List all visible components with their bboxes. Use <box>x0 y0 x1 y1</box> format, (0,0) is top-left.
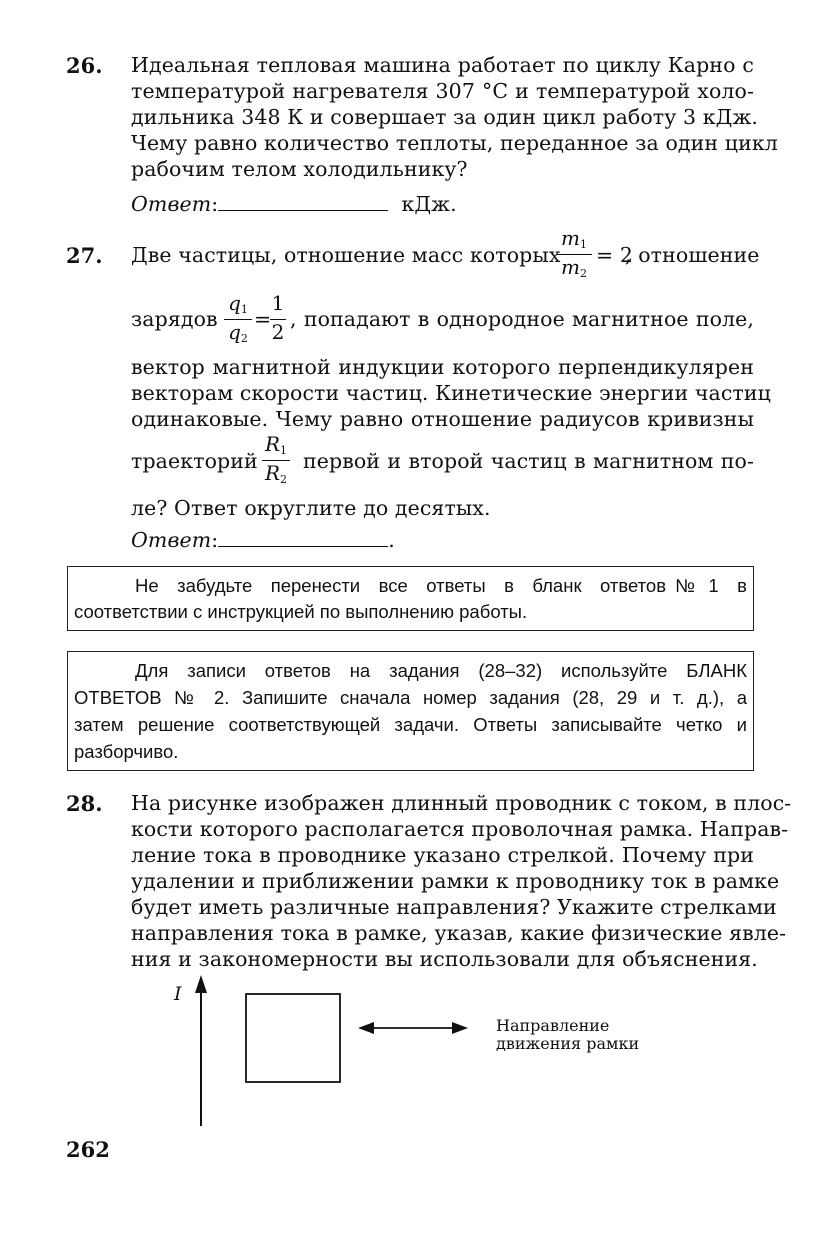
current-label: I <box>174 983 182 1005</box>
question-27-line-4: векторам скорости частиц. Кинетические энергии частиц <box>131 381 771 405</box>
answer-blank[interactable] <box>218 528 388 547</box>
question-27-line-3: вектор магнитной индукции которого перпендикулярен <box>131 355 754 379</box>
question-28-number: 28. <box>66 791 103 816</box>
conductor <box>195 975 207 1126</box>
answer-unit: кДж. <box>401 192 457 216</box>
question-28-line-5: будет иметь различные направления? Укажите стрелками <box>131 895 777 919</box>
answer-end: . <box>388 528 395 552</box>
answer-colon: : <box>211 192 219 216</box>
notice-1-line-1: Не забудьте перенести все ответы в бланк ответов № 1 в <box>135 575 747 596</box>
question-28-line-3: ление тока в проводнике указано стрелкой. Почему при <box>131 843 754 867</box>
radius-ratio-fraction <box>262 432 290 490</box>
question-28-line-2: кости которого располагается проволочная рамка. Направ- <box>131 817 789 841</box>
question-26-line-2: температурой нагревателя 307 °С и температурой холо- <box>131 79 754 103</box>
notice-2-line-4: разборчиво. <box>74 741 179 762</box>
answer-blank[interactable] <box>218 192 388 211</box>
charge-value-fraction <box>270 291 286 349</box>
radius-numerator: $R_1$ <box>264 432 288 457</box>
notice-box-form2 <box>67 651 754 771</box>
question-27-line-1-text: Две частицы, отношение масс которых <box>131 243 561 267</box>
question-27-line-2-tail: , попадают в однородное магнитное поле, <box>290 307 754 331</box>
question-27-traj-tail: первой и второй частиц в магнитном по- <box>303 449 754 473</box>
charge-equals: = <box>254 307 272 331</box>
page-number: 262 <box>66 1137 110 1162</box>
question-27-line-2-text: зарядов <box>131 307 218 331</box>
charge-value-denominator: 2 <box>271 320 285 344</box>
question-27-traj-text: траекторий <box>131 449 258 473</box>
question-27-answer <box>131 528 395 552</box>
question-26-line-5: рабочим телом холодильнику? <box>131 157 468 181</box>
question-26-number: 26. <box>66 53 103 78</box>
current-arrow-icon <box>195 975 207 993</box>
question-26-line-1: Идеальная тепловая машина работает по циклу Карно с <box>131 53 754 77</box>
radius-denominator: $R_2$ <box>264 461 288 486</box>
question-28-line-6: направления тока в рамке, указав, какие физические явле- <box>131 921 787 945</box>
question-26-line-3: дильника 348 К и совершает за один цикл работу 3 кДж. <box>131 105 759 129</box>
motion-label-line-2: движения рамки <box>496 1034 640 1053</box>
notice-2-line-2: ОТВЕТОВ № 2. Запишите сначала номер задания (28, 29 и т. д.), а <box>74 687 747 708</box>
answer-label: Ответ <box>131 528 212 552</box>
question-27-line-last: ле? Ответ округлите до десятых. <box>131 496 491 520</box>
question-28-line-4: удалении и приближении рамки к проводнику ток в рамке <box>131 869 780 893</box>
question-27-line-5: одинаковые. Чему равно отношение радиусов кривизны <box>131 407 754 431</box>
question-28-line-1: На рисунке изображен длинный проводник с током, в плос- <box>131 791 792 815</box>
mass-denominator: $m_2$ <box>561 255 587 280</box>
question-27-line-1-tail: , отношение <box>625 243 760 267</box>
mass-ratio-value: = 2 <box>596 243 634 267</box>
answer-label: Ответ <box>131 192 212 216</box>
question-27-number: 27. <box>66 243 103 268</box>
motion-label-line-1: Направление <box>496 1016 610 1035</box>
charge-ratio-fraction <box>224 291 252 349</box>
wire-frame <box>246 994 340 1082</box>
notice-box-transfer <box>67 566 754 631</box>
notice-1-line-2: соответствии с инструкцией по выполнению работы. <box>74 601 528 622</box>
notice-2-line-1: Для записи ответов на задания (28–32) используйте БЛАНК <box>135 660 747 681</box>
charge-value-numerator: 1 <box>271 291 285 315</box>
figure-28 <box>180 970 500 1130</box>
notice-2-line-3: затем решение соответствующей задачи. Ответы записывайте четко и <box>74 714 747 735</box>
charge-numerator: $q_1$ <box>228 291 248 316</box>
question-26-answer <box>131 192 457 216</box>
answer-colon: : <box>211 528 219 552</box>
question-28-line-7: ния и закономерности вы использовали для объяснения. <box>131 947 758 971</box>
charge-denominator: $q_2$ <box>228 320 248 345</box>
motion-double-arrow-icon <box>358 1022 468 1034</box>
mass-ratio-fraction <box>556 226 592 284</box>
question-26-line-4: Чему равно количество теплоты, переданное за один цикл <box>131 131 778 155</box>
mass-numerator: $m_1$ <box>561 226 587 251</box>
